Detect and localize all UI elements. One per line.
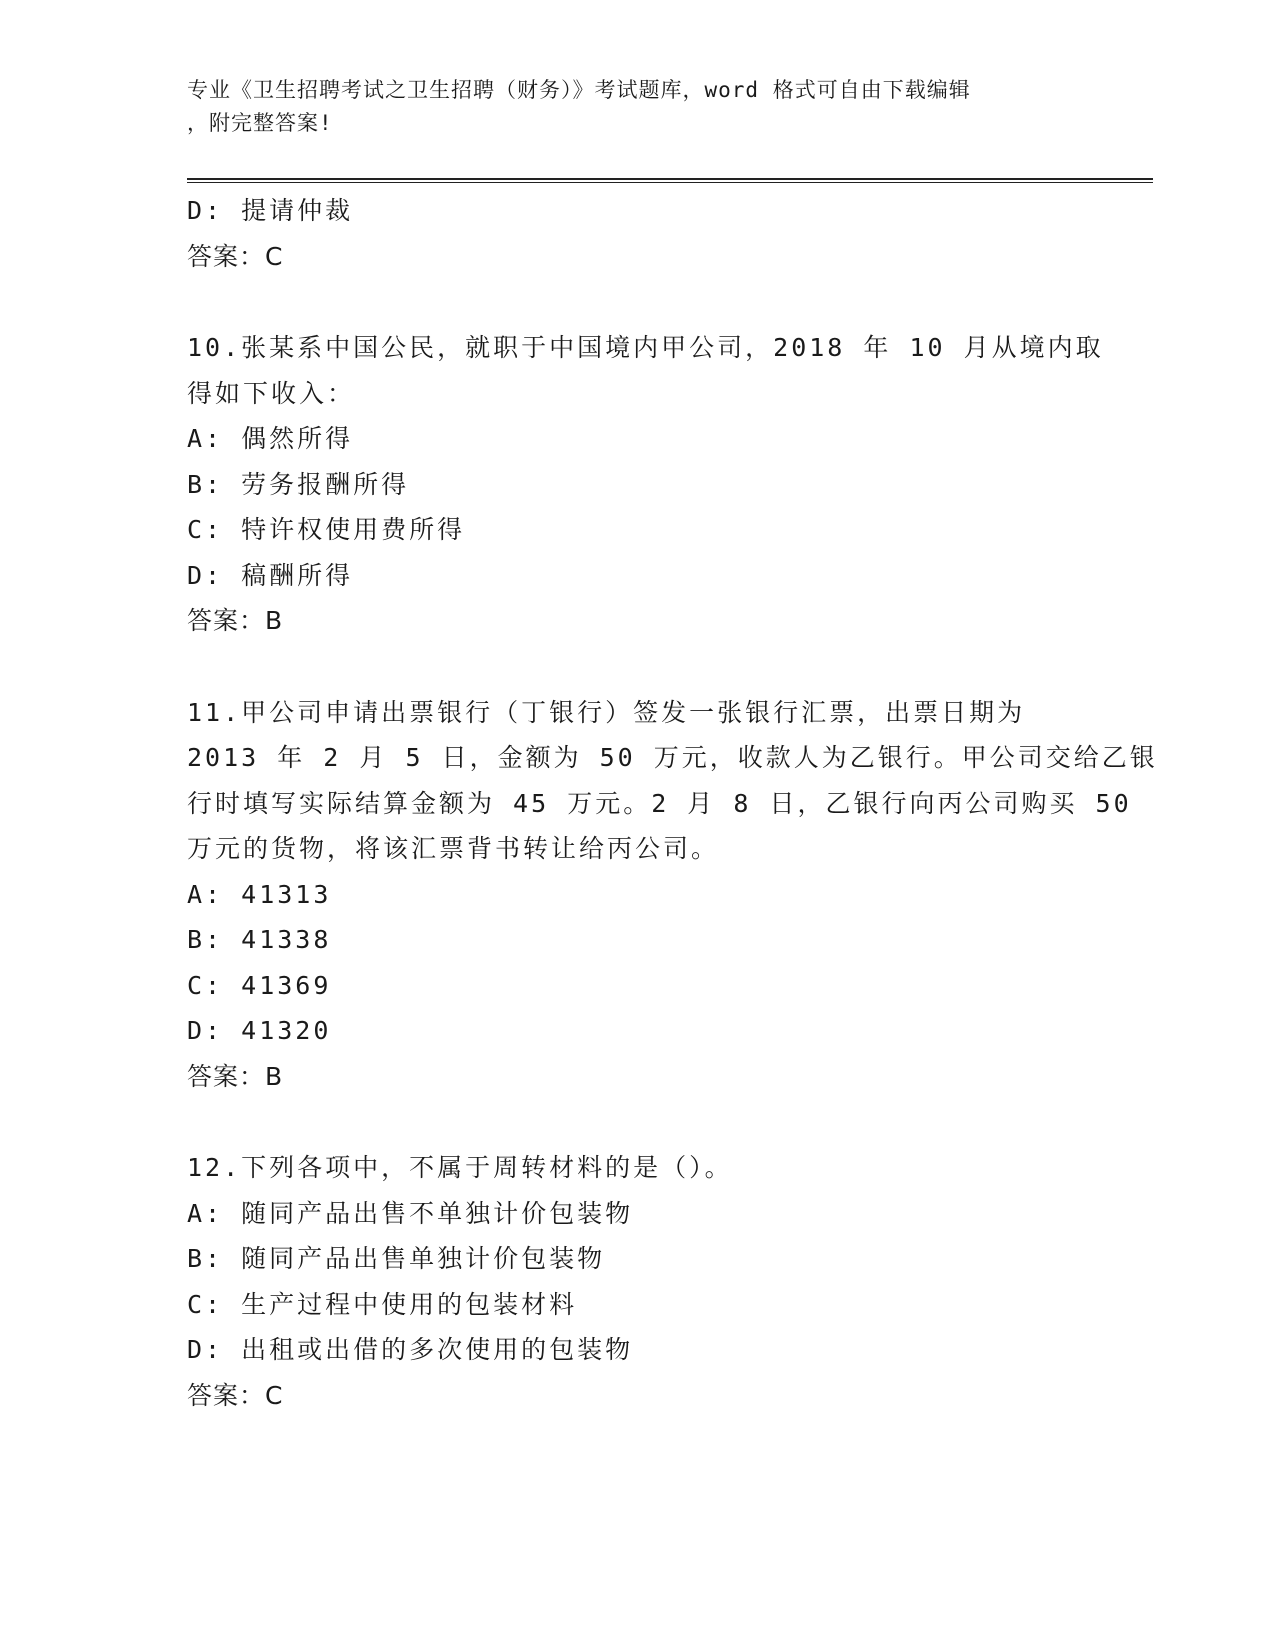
spacer bbox=[187, 279, 1087, 325]
option-a: A: 41313 bbox=[187, 879, 332, 909]
option-d: D: 提请仲裁 bbox=[187, 196, 354, 225]
spacer bbox=[187, 644, 1087, 690]
question-11 bbox=[187, 690, 1158, 1100]
question-12 bbox=[187, 1145, 1087, 1418]
question-stem: 12.下列各项中，不属于周转材料的是（）。 bbox=[187, 1153, 733, 1182]
option-c: C: 41369 bbox=[187, 970, 332, 1000]
question-stem: 万元的货物，将该汇票背书转让给丙公司。 bbox=[187, 834, 720, 863]
header-divider bbox=[187, 178, 1153, 183]
header-line-2: ，附完整答案! bbox=[187, 111, 333, 135]
question-stem: 行时填写实际结算金额为 45 万元。2 月 8 日，乙银行向丙公司购买 50 bbox=[187, 788, 1132, 818]
question-stem: 11.甲公司申请出票银行（丁银行）签发一张银行汇票，出票日期为 bbox=[187, 697, 1026, 727]
option-b: B: 随同产品出售单独计价包装物 bbox=[187, 1244, 606, 1273]
option-d: D: 41320 bbox=[187, 1016, 332, 1045]
question-10 bbox=[187, 325, 1104, 644]
option-c: C: 特许权使用费所得 bbox=[187, 515, 466, 544]
option-d: D: 出租或出借的多次使用的包装物 bbox=[187, 1335, 634, 1364]
option-b: B: 41338 bbox=[187, 925, 332, 954]
option-c: C: 生产过程中使用的包装材料 bbox=[187, 1289, 578, 1319]
previous-question-tail bbox=[187, 188, 1087, 279]
question-list bbox=[187, 188, 1158, 1418]
option-b: B: 劳务报酬所得 bbox=[187, 469, 410, 499]
question-stem: 10.张某系中国公民，就职于中国境内甲公司，2018 年 10 月从境内取 bbox=[187, 333, 1104, 362]
question-stem: 2013 年 2 月 5 日，金额为 50 万元，收款人为乙银行。甲公司交给乙银 bbox=[187, 743, 1158, 772]
header-line-1: 专业《卫生招聘考试之卫生招聘（财务）》考试题库，word 格式可自由下载编辑 bbox=[187, 78, 971, 102]
question-stem: 得如下收入： bbox=[187, 378, 356, 408]
answer: 答案：C bbox=[187, 1380, 284, 1410]
answer: 答案：B bbox=[187, 1061, 284, 1091]
answer: 答案：B bbox=[187, 606, 284, 635]
option-d: D: 稿酬所得 bbox=[187, 560, 354, 590]
document-header bbox=[187, 74, 1087, 140]
option-a: A: 偶然所得 bbox=[187, 424, 354, 453]
option-a: A: 随同产品出售不单独计价包装物 bbox=[187, 1198, 634, 1228]
spacer bbox=[187, 1099, 1087, 1145]
answer: 答案：C bbox=[187, 241, 284, 271]
